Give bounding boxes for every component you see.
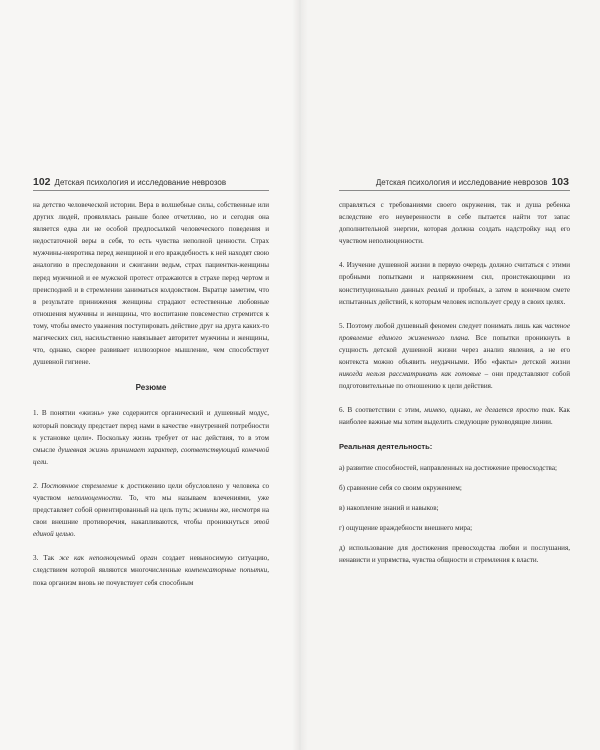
summary-point-2: [33, 480, 269, 540]
p2-emphasis-3: живины: [193, 506, 219, 515]
p1-emphasis: душевная жизнь принимает характер, соответствующий конечной цели.: [33, 445, 269, 466]
summary-point-5: [339, 320, 570, 393]
left-text-column: [33, 199, 269, 589]
summary-point-3: [33, 552, 269, 588]
p6-text-2: однако,: [446, 406, 476, 415]
right-header-rule: [339, 190, 570, 191]
summary-point-1: [33, 407, 269, 467]
activity-heading: Реальная деятельность:: [339, 441, 433, 451]
p2-text-2: То, что мы называем влечениями, уже представляет собой ориентированный на цель путь;: [33, 493, 269, 515]
summary-point-6: [339, 404, 570, 428]
p3-emphasis-2: компенсаторные попытки,: [184, 566, 269, 575]
book-gutter: [292, 0, 308, 750]
right-header-title: Детская психология и исследование неврозов: [375, 178, 548, 187]
activity-item: а) развитие способностей, направленных на достижение превосходства;: [339, 463, 557, 472]
p2-emphasis-2: неполноценности.: [67, 493, 123, 502]
p5-emphasis: частное проявление единого жизненного плана.: [339, 321, 570, 342]
left-running-header: [33, 176, 226, 188]
p2-emphasis-4: этой единой целью.: [33, 518, 269, 539]
right-page-number: 103: [551, 176, 569, 188]
p5-emphasis-2: никогда нельзя рассматривать как готовые: [339, 370, 481, 379]
summary-heading: Резюме: [135, 383, 167, 393]
summary-point-4: [339, 259, 570, 307]
p5-text-3: – они представляют собой подготовительные по отношению к цели действия.: [339, 370, 570, 391]
activity-item: б) сравнение себя со своим окружением;: [339, 483, 462, 492]
p4-emphasis: реалий: [427, 285, 448, 294]
p5-text-2: Все попытки проникнуть в сущность детской душевной жизни через анализ явления, а не его контекста можно объявить неудачными. Ибо «факты» детской жизни: [339, 333, 570, 367]
p6-emphasis: мимею,: [424, 406, 447, 415]
p2-text-3: же, несмотря на свои внешние противоречия, накапливаются, чтобы проникнуться: [33, 506, 269, 527]
p3-text-2: создает невыносимую ситуацию, следствием которой являются многочисленные: [33, 554, 269, 575]
activity-item: г) ощущение враждебности внешнего мира;: [339, 523, 473, 532]
right-text-column: [339, 199, 570, 574]
left-header-rule: [33, 190, 269, 191]
p3-text-3: пока организм вновь не почувствует себя способным: [33, 578, 194, 587]
p4-text-2: и пробных, а затем в конечном смете испытанных действий, к которым человек использует среду в своих целях.: [339, 285, 570, 306]
p4-text: 4. Изучение душевной жизни в первую очередь должно считаться с этими пробными попытками и напряжением сил, проистекающими из конституционально данных: [339, 261, 570, 294]
p2-text: к достижению цели обусловлено у человека со чувством: [33, 481, 270, 502]
p6-text-3: Как наиболее важные мы хотим выделить следующие руководящие линии.: [339, 406, 571, 427]
left-intro-paragraph: на детство человеческой истории. Вера в волшебные силы, собственные или других людей, проявлялась раньше более отчетливо, но и сегодня она является едва ли не особой предпосылкой человеческого поведения и недостаточной веры в себя, то есть чувства неполной ценности. Страх мужчины-невротика перед женщиной и его враждебность к ней находят свою аналогию в преследовании и сжигании ведьм, страх пациентки-женщины перед мужчиной и ее мужской протест отражаются в страхе перед чертом и преисподней и в стремлении заниматься колдовством. Вкратце заметим, что в результате принижения женщины страдают естественные любовные отношения мужчины и женщины, что воспитание повсеместно стремится к тому, чтобы вместо уважения поступировать действие друг на друга каких-то магических сил, насильственно навязывает авторитет мужчины и женщины, что, однако, скорее развивает иллюзорное мышление, чем способствует душевной гигиене.: [33, 201, 269, 367]
p6-emphasis-2: не делается просто так.: [475, 406, 556, 415]
activity-item: д) использование для достижения превосходства любви и послушания, ненависти и упрямства, чувства общности и стремления к власти.: [339, 543, 570, 565]
right-running-header: [376, 176, 569, 188]
p2-emphasis: 2. Постоянное стремление: [33, 481, 118, 490]
p3-emphasis: же как неполноценный орган: [59, 554, 158, 563]
left-page-number: 102: [33, 176, 51, 188]
right-continuation-paragraph: справляться с требованиями своего окружения, так и душа ребенка вследствие его неуверенности в себе пытается найти тот запас дополнительной энергии, которая должна создать надстройку над его чувством неполноценности.: [339, 201, 570, 246]
p6-text: 6. В соответствии с этим,: [339, 406, 425, 415]
p5-text: 5. Поэтому любой душевный феномен следует понимать лишь как: [339, 321, 545, 330]
p1-text: 1. В понятии «жизнь» уже содержится органический и душевный модус, который повсюду предстает перед нами в качестве «внутренней потребности к установке цели». Поскольку жизнь требует от нас действия, то в этом смысле: [33, 409, 269, 454]
activity-item: в) накопление знаний и навыков;: [339, 503, 439, 512]
left-header-title: Детская психология и исследование неврозов: [54, 178, 227, 187]
p3-text: 3. Так: [33, 554, 60, 563]
